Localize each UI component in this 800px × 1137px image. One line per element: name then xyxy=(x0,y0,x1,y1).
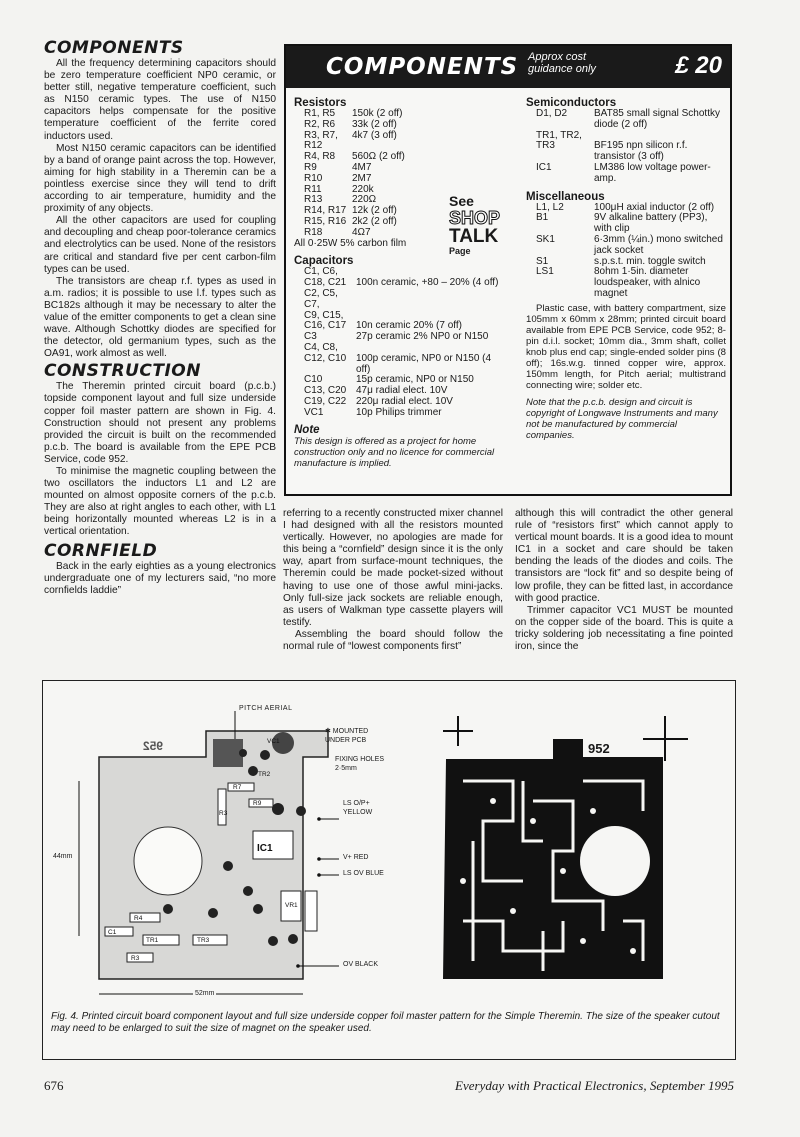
semis-row xyxy=(526,141,726,163)
part-ref: VC1 xyxy=(304,406,324,418)
part-ref: R14, R17 xyxy=(304,205,347,217)
part-value xyxy=(356,289,504,311)
part-ref: C9, C15, xyxy=(304,309,344,321)
svg-text:TR1: TR1 xyxy=(146,937,159,944)
copyright-note: Note that the p.c.b. design and circuit is copyright of Longwave Instruments and many not be manufactured by commercial companies. xyxy=(526,396,718,441)
part-value: 2k2 (2 off) xyxy=(352,215,397,227)
paragraph: referring to a recently constructed mixer channel I had designed with all the resistors mounted vertically. However, no apologies are made for this being a “cornfield” design since it is the only way, apart from surface-mount techniques, the Theremin could be made pocket-sized without having to use one of those awful mini-jacks. Only full-size jack sockets are reliable enough, as users of Walkman type cassette players will testify. xyxy=(283,508,503,628)
shop-label: SHOP xyxy=(449,208,501,228)
part-value: s.p.s.t. min. toggle switch xyxy=(594,255,706,267)
part-ref: LS1 xyxy=(536,266,554,278)
cost-value: £ 20 xyxy=(675,52,722,79)
semis-list xyxy=(526,109,726,185)
part-value: 33k (2 off) xyxy=(352,118,397,130)
part-ref: C2, C5, C7, xyxy=(304,287,338,310)
components-box xyxy=(284,44,732,496)
part-ref: SK1 xyxy=(536,233,555,245)
label-ls-ov: LS OV BLUE xyxy=(343,870,384,877)
label-v-plus: V+ RED xyxy=(343,854,369,861)
paragraph: Most N150 ceramic capacitors can be identified by a band of orange paint across the top. However, aiming for high stability in a Theremin can be a pointless exercise since they will tend to drift according to air temperature, humidity and the proximity of any objects. xyxy=(44,142,276,215)
part-value: 100n ceramic, +80 – 20% (4 off) xyxy=(356,277,499,289)
misc-row xyxy=(526,235,726,257)
part-value: 560Ω (2 off) xyxy=(352,151,405,163)
page-label: Page xyxy=(449,246,471,256)
part-ref: S1 xyxy=(536,255,549,267)
part-ref: C16, C17 xyxy=(304,320,347,332)
svg-text:VR1: VR1 xyxy=(285,902,298,909)
part-ref: C18, C21 xyxy=(304,277,347,289)
part-ref: R2, R6 xyxy=(304,118,336,130)
part-ref: TR1, TR2, xyxy=(536,129,582,141)
note-text: This design is offered as a project for home construction only and no licence for commercial manufacture is implied. xyxy=(294,435,495,469)
part-value: 12k (2 off) xyxy=(352,205,397,217)
part-ref: TR3 xyxy=(536,140,555,152)
heading-construction: CONSTRUCTION xyxy=(44,361,201,382)
dimension-height: 44mm xyxy=(53,853,73,860)
paragraph: All the other capacitors are used for coupling and decoupling and cheap poor-tolerance ceramics and electrolytics can be used. None of the resistors are critical and standard five per cent carbon-film types can be used. xyxy=(44,215,276,275)
paragraph: Trimmer capacitor VC1 MUST be mounted on the copper side of the board. This is quite a tricky soldering job necessitating a fine pointed iron, since the xyxy=(515,604,733,653)
part-value: 220μ radial elect. 10V xyxy=(356,395,453,407)
box-title: COMPONENTS xyxy=(326,54,519,80)
misc-list xyxy=(526,203,726,300)
svg-text:R4: R4 xyxy=(134,915,143,922)
part-value: 150k (2 off) xyxy=(352,108,403,119)
label-mounted: ✱ MOUNTED UNDER PCB xyxy=(325,728,369,744)
part-ref: R3, R7, R12 xyxy=(304,129,338,152)
part-value: BF195 npn silicon r.f. transistor (3 off) xyxy=(594,140,688,163)
capacitors-heading: Capacitors xyxy=(294,255,354,268)
cost-note: Approx cost guidance only xyxy=(528,51,596,75)
part-ref: C1, C6, xyxy=(304,266,338,278)
part-ref: R15, R16 xyxy=(304,215,347,227)
part-ref: R9 xyxy=(304,161,317,173)
svg-text:R3: R3 xyxy=(131,955,140,962)
svg-text:C1: C1 xyxy=(108,929,117,936)
capacitors-list xyxy=(294,267,504,418)
board-code-mirrored: 952 xyxy=(143,739,164,753)
part-ref: L1, L2 xyxy=(536,201,564,213)
part-value: BAT85 small signal Schottky diode (2 off) xyxy=(594,108,720,130)
resistors-row xyxy=(294,174,504,185)
part-value: 6·3mm (¼in.) mono switched jack socket xyxy=(594,233,723,256)
svg-text:VC1: VC1 xyxy=(267,738,280,745)
resistors-row xyxy=(294,152,504,163)
part-ref: C4, C8, xyxy=(304,341,338,353)
semis-row xyxy=(526,163,726,185)
magazine-issue: Everyday with Practical Electronics, September 1995 xyxy=(455,1078,734,1093)
misc-row xyxy=(526,267,726,299)
part-ref: R4, R8 xyxy=(304,151,336,163)
capacitors-row xyxy=(294,408,504,419)
part-value: 9V alkaline battery (PP3), with clip xyxy=(594,212,708,235)
part-ref: B1 xyxy=(536,212,549,224)
misc-text: Plastic case, with battery compartment, size 105mm x 60mm x 28mm; printed circuit board available from EPE PCB Service, code 952; 8-pin d.i.l. socket; 10mm dia., 3mm shaft, collet knob plus end cap; single-ended solder pins (8 off); 16s.w.g. tinned copper wire, approx. 150mm length, for Pitch aerial; multistrand connecting wire; solder etc. xyxy=(526,302,726,391)
page-footer xyxy=(44,1078,734,1094)
part-ref: C13, C20 xyxy=(304,385,347,397)
resistors-note: All 0·25W 5% carbon film xyxy=(294,237,407,249)
heading-cornfield: CORNFIELD xyxy=(44,540,158,561)
label-fixing-holes: FIXING HOLES 2·5mm xyxy=(335,756,385,772)
middle-column-text xyxy=(283,508,503,653)
board-code: 952 xyxy=(588,741,610,756)
misc-heading: Miscellaneous xyxy=(526,190,605,203)
note-heading: Note xyxy=(294,423,320,436)
part-ref: R18 xyxy=(304,226,323,238)
part-value: 220k xyxy=(352,183,374,195)
paragraph: All the frequency determining capacitors should be zero temperature coefficient NP0 ceramic, or better still, negative temperature coefficient, such as N150 ceramic types. The use of N150 capacitors helps compensate for the positive temperature coefficient of the ferrite cored inductors used. xyxy=(44,58,276,142)
part-value: 8ohm 1·5in. diameter loudspeaker, with alnico magnet xyxy=(594,266,701,299)
talk-label: TALK xyxy=(449,226,499,247)
left-column xyxy=(44,38,276,597)
label-ov-black: OV BLACK xyxy=(343,961,379,968)
part-value: 100p ceramic, NP0 or N150 (4 off) xyxy=(356,352,492,375)
part-ref: R13 xyxy=(304,194,323,206)
copper-foil-pattern xyxy=(443,716,688,979)
paragraph: The Theremin printed circuit board (p.c.b.) topside component layout and full size underside copper foil master pattern are shown in Fig. 4. Construction should not present any problems provided the circuit is built on the recommended p.c.b. The board is available from the EPE PCB Service, code 952. xyxy=(44,381,276,465)
components-box-header xyxy=(286,46,730,88)
part-value: 27p ceramic 2% NP0 or N150 xyxy=(356,331,489,343)
resistors-row xyxy=(294,163,504,174)
part-value: 15p ceramic, NP0 or N150 xyxy=(356,374,474,386)
part-ref: C12, C10 xyxy=(304,352,347,364)
heading-components: COMPONENTS xyxy=(44,38,184,58)
resistors-row xyxy=(294,120,504,131)
shop-talk-reference xyxy=(449,194,519,256)
part-ref: R11 xyxy=(304,183,322,195)
part-value: 100μH axial inductor (2 off) xyxy=(594,201,715,213)
svg-text:R7: R7 xyxy=(233,784,242,791)
misc-row xyxy=(526,213,726,235)
part-ref: C3 xyxy=(304,331,317,343)
page-number: 676 xyxy=(44,1078,64,1093)
label-ls-plus: LS O/P+ YELLOW xyxy=(343,800,373,816)
part-ref: IC1 xyxy=(536,161,552,173)
svg-text:IC1: IC1 xyxy=(257,843,273,854)
part-ref: R10 xyxy=(304,172,323,184)
figure-caption: Fig. 4. Printed circuit board component layout and full size underside copper foil master pattern for the Simple Theremin. The size of the speaker cutout may need to be enlarged to suit the size of magnet on the speaker used. xyxy=(51,1011,720,1034)
part-value: 10n ceramic 20% (7 off) xyxy=(356,320,462,332)
part-ref: C19, C22 xyxy=(304,395,347,407)
component-layout xyxy=(79,711,339,994)
right-column-text xyxy=(515,508,733,653)
figure-4 xyxy=(42,680,736,1060)
pcb-diagram xyxy=(43,681,737,1006)
paragraph: The transistors are cheap r.f. types as used in a.m. radios; it is possible to use l.f. types such as BC182s although it may be necessary to alter the value of the emitter components to get a clean sine wave. Although Schottky diodes are specified for the detector, old germanium types, such as the OA91, work almost as well. xyxy=(44,275,276,360)
part-value: LM386 low voltage power-amp. xyxy=(594,161,711,184)
part-value: 220Ω xyxy=(352,194,377,206)
see-label: See xyxy=(449,193,474,209)
svg-text:TR2: TR2 xyxy=(258,771,271,778)
dimension-width: 52mm xyxy=(195,990,215,997)
paragraph: Back in the early eighties as a young electronics undergraduate one of my lecturers said, “no more cornfields laddie” xyxy=(44,560,276,596)
semis-row xyxy=(526,109,726,131)
part-ref: R1, R5 xyxy=(304,108,336,119)
part-value: 4Ω7 xyxy=(352,226,371,238)
part-ref: C10 xyxy=(304,374,323,386)
resistors-heading: Resistors xyxy=(294,97,347,109)
capacitors-row xyxy=(294,289,504,311)
part-value: 2M7 xyxy=(352,172,372,184)
part-value: 4k7 (3 off) xyxy=(352,129,397,141)
label-pitch-aerial: PITCH AERIAL xyxy=(239,705,293,712)
part-value: 4M7 xyxy=(352,161,372,173)
resistors-row xyxy=(294,131,504,153)
svg-text:TR3: TR3 xyxy=(197,937,210,944)
semis-heading: Semiconductors xyxy=(526,97,617,109)
part-ref: D1, D2 xyxy=(536,108,568,119)
part-value: 47μ radial elect. 10V xyxy=(356,385,448,397)
box-right-list xyxy=(526,94,726,441)
part-value: 10p Philips trimmer xyxy=(356,406,442,418)
box-left-list xyxy=(294,94,504,469)
paragraph: Assembling the board should follow the normal rule of “lowest components first” xyxy=(283,628,503,653)
svg-text:R9: R9 xyxy=(253,800,262,807)
paragraph: To minimise the magnetic coupling between the two oscillators the inductors L1 and L2 are mounted on almost opposite corners of the p.c.b. They are also at right angles to each other, with L1 being horizontally mounted whereas L2 is in a vertical orientation. xyxy=(44,466,276,538)
capacitors-row xyxy=(294,354,504,376)
svg-text:R3: R3 xyxy=(219,810,228,817)
paragraph: although this will contradict the other general rule of “resistors first” which cannot apply to vertical mount boards. It is a good idea to mount IC1 in a socket and care should be taken bending the leads of the diodes and coils. The transistors are “lock fit” and so despite being of low profile, they can be fitted last, in accordance with good practice. xyxy=(515,508,733,604)
